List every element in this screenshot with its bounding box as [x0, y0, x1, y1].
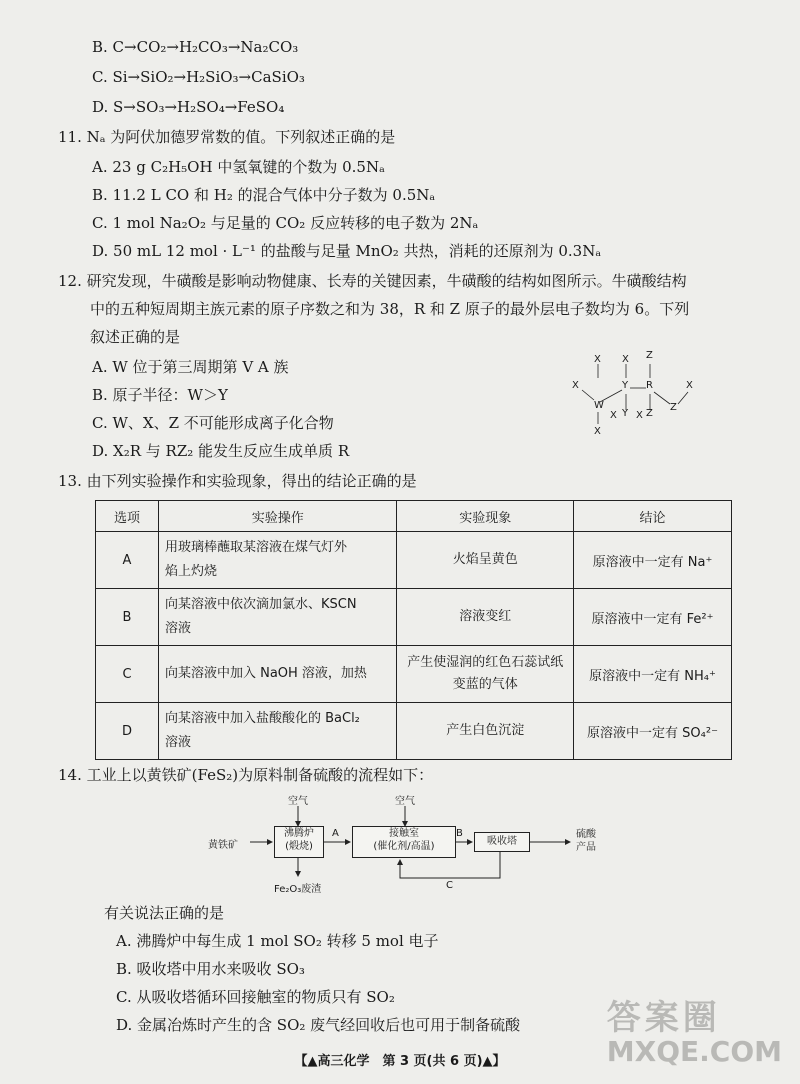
cell-phenomenon	[397, 589, 574, 646]
q14-option-a: A. 沸腾炉中每生成 1 mol SO₂ 转移 5 mol 电子	[116, 932, 439, 950]
q12-option-b: B. 原子半径：W＞Y	[92, 386, 228, 404]
structure-bonds	[570, 354, 700, 444]
atom-x: X	[686, 380, 693, 391]
atom-y: Y	[622, 408, 629, 419]
atom-x: X	[622, 354, 629, 365]
contact-sublabel: (催化剂/高温)	[373, 841, 435, 852]
furnace-sublabel: (煅烧)	[285, 841, 313, 852]
q12-option-d: D. X₂R 与 RZ₂ 能发生反应生成单质 R	[92, 442, 350, 460]
absorber-label: 吸收塔	[487, 836, 517, 847]
watermark-url: MXQE.COM	[606, 1035, 782, 1068]
experiment-table	[95, 500, 732, 760]
header-option: 选项	[96, 501, 159, 532]
q10-option-d: D. S→SO₃→H₂SO₄→FeSO₄	[92, 98, 285, 116]
operation-line: 溶液	[164, 621, 191, 636]
pyrite-label: 黄铁矿	[208, 840, 238, 851]
header-phenomenon: 实验现象	[397, 501, 574, 532]
header-conclusion: 结论	[574, 501, 732, 532]
atom-x: X	[572, 380, 579, 391]
q11-option-c: C. 1 mol Na₂O₂ 与足量的 CO₂ 反应转移的电子数为 2Nₐ	[92, 214, 479, 232]
cell-phenomenon	[397, 532, 574, 589]
stream-b-label: B	[456, 828, 463, 839]
product-line: 硫酸	[576, 829, 596, 840]
page-footer: 【▲高三化学 第 3 页(共 6 页)▲】	[294, 1054, 506, 1069]
phenomenon-line: 火焰呈黄色	[452, 552, 518, 567]
stream-a-label: A	[332, 828, 339, 839]
q11-option-a: A. 23 g C₂H₅OH 中氢氧键的个数为 0.5Nₐ	[92, 158, 385, 176]
stream-c-label: C	[446, 880, 453, 891]
q14-ask: 有关说法正确的是	[104, 904, 225, 922]
q14-option-c: C. 从吸收塔循环回接触室的物质只有 SO₂	[116, 988, 395, 1006]
product-line: 产品	[576, 842, 596, 853]
contact-chamber-box	[352, 826, 456, 858]
cell-conclusion: 原溶液中一定有 NH₄⁺	[574, 646, 732, 703]
cell-operation	[158, 646, 397, 703]
q12-stem-line1: 12. 研究发现，牛磺酸是影响动物健康、长寿的关键因素，牛磺酸的结构如图所示。牛磺酸结构	[58, 272, 687, 290]
atom-z: Z	[646, 350, 653, 361]
q12-stem-line3: 叙述正确的是	[90, 328, 181, 346]
table-row	[96, 646, 732, 703]
q11-stem: 11. Nₐ 为阿伏加德罗常数的值。下列叙述正确的是	[58, 128, 396, 146]
phenomenon-line: 溶液变红	[459, 609, 512, 624]
cell-option: D	[96, 703, 159, 760]
operation-line: 向某溶液中依次滴加氯水、KSCN	[164, 597, 357, 612]
cell-phenomenon	[397, 646, 574, 703]
atom-z: Z	[670, 402, 677, 413]
air-label: 空气	[288, 796, 308, 807]
q14-option-d: D. 金属冶炼时产生的含 SO₂ 废气经回收后也可用于制备硫酸	[116, 1016, 521, 1034]
atom-z: Z	[646, 408, 653, 419]
q11-option-b: B. 11.2 L CO 和 H₂ 的混合气体中分子数为 0.5Nₐ	[92, 186, 436, 204]
watermark-logo	[607, 990, 782, 1068]
air-label: 空气	[395, 796, 415, 807]
atom-w: W	[594, 400, 604, 411]
q13-stem: 13. 由下列实验操作和实验现象，得出的结论正确的是	[58, 472, 417, 490]
phenomenon-line: 变蓝的气体	[452, 677, 518, 692]
operation-line: 焰上灼烧	[164, 564, 217, 579]
sulfuric-acid-flow-diagram	[200, 790, 630, 900]
atom-x: X	[594, 426, 601, 437]
table-row	[96, 703, 732, 760]
table-row	[96, 589, 732, 646]
table-header-row	[96, 501, 732, 532]
q14-option-b: B. 吸收塔中用水来吸收 SO₃	[116, 960, 305, 978]
atom-x: X	[594, 354, 601, 365]
q10-option-b: B. C→CO₂→H₂CO₃→Na₂CO₃	[92, 38, 299, 56]
q12-option-c: C. W、X、Z 不可能形成离子化合物	[92, 414, 334, 432]
operation-line: 向某溶液中加入盐酸酸化的 BaCl₂	[164, 711, 360, 726]
q12-stem-line2: 中的五种短周期主族元素的原子序数之和为 38，R 和 Z 原子的最外层电子数均为 6。下列	[90, 300, 690, 318]
q10-option-c: C. Si→SiO₂→H₂SiO₃→CaSiO₃	[92, 68, 305, 86]
cell-conclusion: 原溶液中一定有 Fe²⁺	[574, 589, 732, 646]
operation-line: 溶液	[164, 735, 191, 750]
operation-line: 向某溶液中加入 NaOH 溶液，加热	[164, 666, 367, 681]
cell-option: C	[96, 646, 159, 703]
cell-operation	[158, 703, 397, 760]
q12-option-a: A. W 位于第三周期第 V A 族	[92, 358, 289, 376]
operation-line: 用玻璃棒蘸取某溶液在煤气灯外	[164, 540, 347, 555]
product-label	[576, 828, 596, 854]
taurine-structure-diagram	[570, 350, 700, 444]
atom-x: X	[610, 410, 617, 421]
cell-phenomenon	[397, 703, 574, 760]
atom-y: Y	[622, 380, 629, 391]
contact-label: 接触室	[389, 828, 419, 839]
slag-label: Fe₂O₃废渣	[274, 884, 322, 895]
atom-x: X	[636, 410, 643, 421]
furnace-label: 沸腾炉	[284, 828, 314, 839]
cell-conclusion: 原溶液中一定有 Na⁺	[574, 532, 732, 589]
header-operation: 实验操作	[158, 501, 397, 532]
cell-conclusion: 原溶液中一定有 SO₄²⁻	[574, 703, 732, 760]
q14-stem: 14. 工业上以黄铁矿(FeS₂)为原料制备硫酸的流程如下：	[58, 766, 434, 784]
phenomenon-line: 产生使湿润的红色石蕊试纸	[407, 655, 564, 670]
cell-operation	[158, 532, 397, 589]
atom-r: R	[646, 380, 653, 391]
watermark-text: 答案圈	[606, 998, 721, 1038]
cell-operation	[158, 589, 397, 646]
q11-option-d: D. 50 mL 12 mol · L⁻¹ 的盐酸与足量 MnO₂ 共热，消耗的还原剂为 0.3Nₐ	[92, 242, 602, 260]
boiling-furnace-box	[274, 826, 324, 858]
absorber-box	[474, 832, 530, 852]
table-row	[96, 532, 732, 589]
phenomenon-line: 产生白色沉淀	[446, 723, 525, 738]
cell-option: B	[96, 589, 159, 646]
cell-option: A	[96, 532, 159, 589]
